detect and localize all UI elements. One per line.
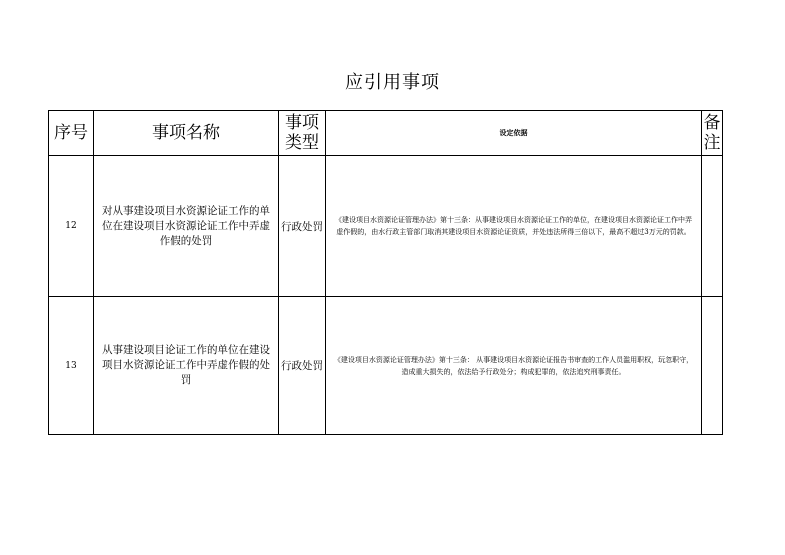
header-type-line1: 事项	[285, 113, 319, 133]
table-row	[49, 297, 723, 435]
row-name: 对从事建设项目水资源论证工作的单位在建设项目水资源论证工作中弄虚作假的处罚	[94, 156, 279, 297]
table-row	[49, 156, 723, 297]
row-note	[702, 297, 723, 435]
page-title: 应引用事项	[345, 72, 440, 93]
header-note-line1: 备	[703, 113, 721, 133]
items-table	[48, 110, 723, 435]
row-note	[702, 156, 723, 297]
row-seq: 12	[49, 156, 94, 297]
header-type	[279, 111, 326, 156]
header-seq: 序号	[49, 111, 94, 156]
row-seq: 13	[49, 297, 94, 435]
row-basis: 《建设项目水资源论证管理办法》第十三条：从事建设项目水资源论证工作的单位，在建设项目水资源论证工作中弄虚作假的，由水行政主管部门取消其建设项目水资源论证资质，并处违法所得三倍以下，最高不超过3万元的罚款。	[326, 156, 702, 297]
header-note-line2: 注	[703, 133, 721, 153]
header-row	[49, 111, 723, 156]
row-basis: 《建设项目水资源论证管理办法》第十三条： 从事建设项目水资源论证报告书审查的工作人员滥用职权，玩忽职守，造成重大损失的，依法给予行政处分；构成犯罪的，依法追究刑事责任。	[326, 297, 702, 435]
header-basis: 设定依据	[326, 111, 702, 156]
row-type: 行政处罚	[279, 156, 326, 297]
row-name: 从事建设项目论证工作的单位在建设项目水资源论证工作中弄虚作假的处罚	[94, 297, 279, 435]
header-name: 事项名称	[94, 111, 279, 156]
header-note	[702, 111, 723, 156]
header-type-line2: 类型	[285, 133, 319, 153]
row-type: 行政处罚	[279, 297, 326, 435]
